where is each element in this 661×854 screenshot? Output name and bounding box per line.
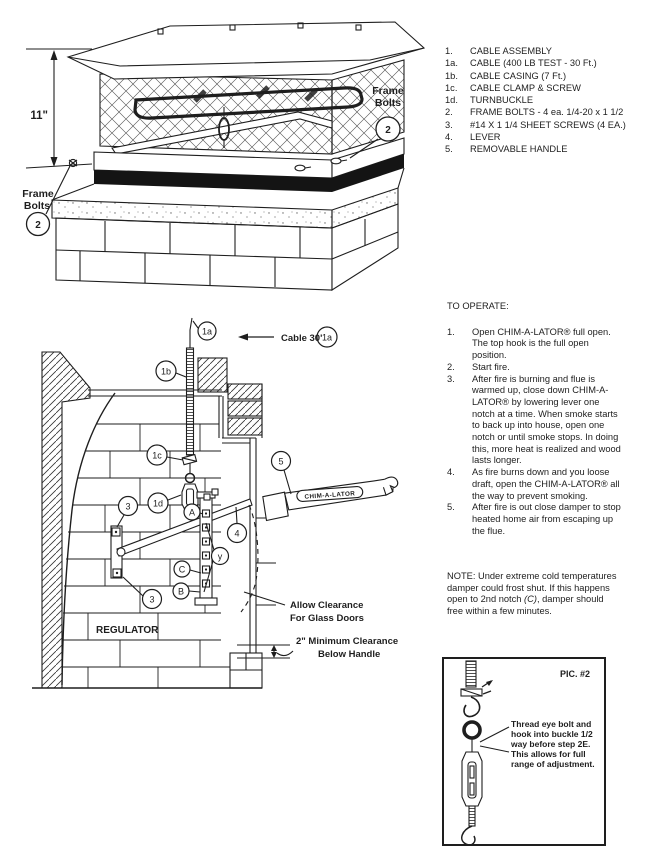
callout-4: 4 <box>234 528 240 539</box>
part-number: 3. <box>445 119 453 130</box>
operate-step <box>447 467 624 502</box>
handle-clearance-label-1: 2" Minimum Clearance <box>296 636 399 647</box>
step-text: After fire is burning and flue is warmed up, close down CHIM-A-LATOR® by lowering lever one notch at a time. When smoke starts to back up into house, open one notch or until smoke stops. In doing this, more heat is realized and wood lasts longer. <box>472 373 621 466</box>
frame-bolts-right-label-1: Frame <box>372 85 404 97</box>
pic2-turnbuckle-drawing <box>461 661 509 845</box>
pic2-caption-line: hook into buckle 1/2 <box>511 729 593 739</box>
callout-A: A <box>188 507 196 518</box>
parts-list <box>445 45 626 156</box>
pic2-inset <box>438 655 610 850</box>
callout-B: B <box>177 586 185 597</box>
parts-list-item <box>445 57 626 69</box>
callout-1a: 1a <box>201 326 213 337</box>
handle-brand-text: CHIM-A-LATOR <box>304 490 356 501</box>
pic2-caption-line: way before step 2E. <box>511 739 591 749</box>
step-text: Open CHIM-A-LATOR® full open. The top hook is the full open position. <box>472 326 611 361</box>
callout-circles <box>119 322 338 609</box>
frame-bolts-right-label-2: Bolts <box>374 97 402 109</box>
callout-C: C <box>178 564 186 575</box>
operate-heading: TO OPERATE: <box>447 301 509 311</box>
part-number: 1d. <box>445 95 458 106</box>
part-number: 2. <box>445 107 453 118</box>
frame-bolts-right-qty: 2 <box>385 125 391 136</box>
step-number: 3. <box>447 373 455 384</box>
operate-step <box>447 502 624 537</box>
part-label: CABLE CLAMP & SCREW <box>470 82 581 93</box>
note-text-end: , damper should free within a few minutes. <box>447 594 604 617</box>
step-text: As fire burns down and you loose draft, open the CHIM-A-LATOR® all the way to prevent smoking. <box>472 467 620 501</box>
part-label: LEVER <box>470 132 501 143</box>
frame-bolts-left-label-2: Bolts <box>23 200 51 212</box>
step-number: 4. <box>447 467 455 478</box>
pic2-title: PIC. #2 <box>559 669 590 679</box>
operate-step <box>447 327 624 362</box>
part-number: 1. <box>445 46 453 56</box>
part-label: FRAME BOLTS - 4 ea. 1/4-20 x 1 1/2 <box>470 107 624 118</box>
back-wall-hatched <box>42 352 90 688</box>
regulator-label: REGULATOR <box>96 625 159 636</box>
part-number: 1a. <box>445 58 458 69</box>
callout-y: y <box>217 551 223 562</box>
chimney-cap-diagram <box>0 8 440 295</box>
part-label: REMOVABLE HANDLE <box>470 144 568 155</box>
parts-list-item <box>445 94 626 106</box>
part-number: 5. <box>445 144 453 155</box>
frame-bolts-left-qty: 2 <box>35 220 41 231</box>
height-dimension-label: 11" <box>30 110 48 122</box>
parts-list-item <box>445 70 626 82</box>
part-label: #14 X 1 1/4 SHEET SCREWS (4 EA.) <box>470 119 626 130</box>
cable-length-label: Cable 30' <box>281 333 323 344</box>
cable-clamp <box>182 455 196 465</box>
parts-list-item <box>445 119 626 131</box>
step-text: After fire is out close damper to stop heated home air from escaping up the flue. <box>472 502 621 536</box>
callout-1c: 1c <box>152 450 162 461</box>
step-number: 2. <box>447 361 455 372</box>
step-text: Start fire. <box>472 361 510 372</box>
parts-list-item <box>445 143 626 155</box>
glass-door-clearance-label-1: Allow Clearance <box>290 600 364 611</box>
smoke-chamber-curve <box>62 393 115 685</box>
cold-weather-note <box>447 571 617 618</box>
cable-assembly <box>182 318 207 516</box>
note-italic-ref: (C) <box>524 594 537 605</box>
parts-list-item <box>445 131 626 143</box>
step-number: 1. <box>447 326 455 337</box>
operate-step <box>447 374 624 468</box>
fireplace-section-diagram <box>30 312 460 704</box>
parts-list-item <box>445 82 626 94</box>
pic2-caption-line: Thread eye bolt and <box>511 719 592 729</box>
part-number: 4. <box>445 132 453 143</box>
part-label: CABLE (400 LB TEST - 30 Ft.) <box>470 58 597 69</box>
pic2-caption <box>510 719 595 769</box>
part-number: 1b. <box>445 70 458 81</box>
callout-5: 5 <box>278 456 284 467</box>
cable-label-arrow <box>238 334 274 341</box>
note-text: NOTE: Under extreme cold temperatures damper could frost shut. If this happens open to 2nd notch <box>447 571 617 605</box>
parts-list-item <box>445 106 626 118</box>
handle-clearance-label-2: Below Handle <box>318 649 381 660</box>
pic2-caption-line: range of adjustment. <box>511 759 595 769</box>
parts-list-item <box>445 45 626 57</box>
height-dimension <box>26 49 92 168</box>
pic2-caption-line: This allows for full <box>511 749 586 759</box>
glass-door-clearance-label-2: For Glass Doors <box>290 613 364 624</box>
operate-step <box>447 362 624 374</box>
callout-1d: 1d <box>152 498 164 509</box>
frame-bolts-left-label-1: Frame <box>22 188 54 200</box>
callout-3-bottom: 3 <box>149 594 155 605</box>
part-number: 1c. <box>445 82 458 93</box>
callout-3-top: 3 <box>125 501 131 512</box>
part-label: TURNBUCKLE <box>470 95 534 106</box>
step-number: 5. <box>447 502 455 513</box>
operate-section <box>447 301 624 537</box>
part-label: CABLE ASSEMBLY <box>470 46 552 56</box>
callout-1b: 1b <box>160 366 172 377</box>
part-label: CABLE CASING (7 Ft.) <box>470 70 567 81</box>
callout-1a-right: 1a <box>321 332 333 343</box>
